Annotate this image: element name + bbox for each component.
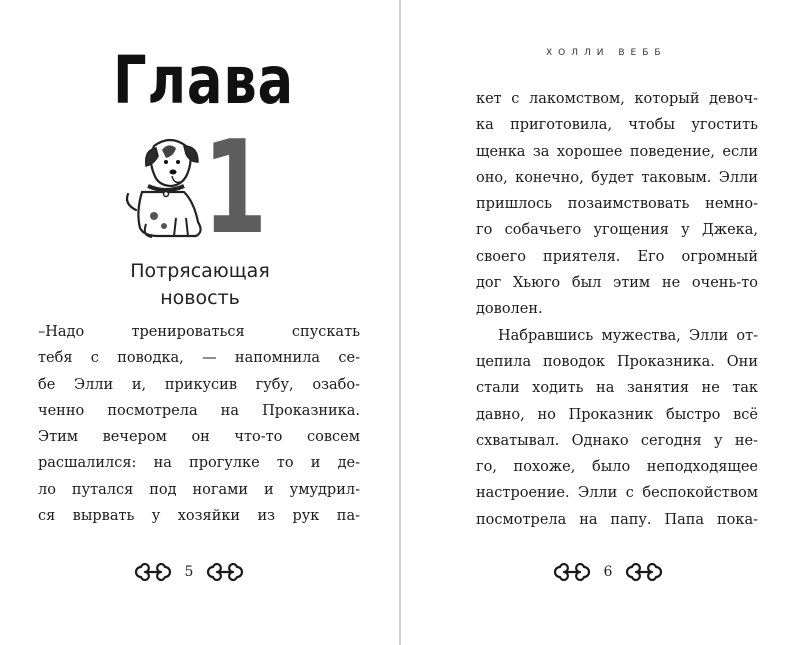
chapter-title: [60, 258, 340, 312]
text-line: доволен.: [476, 301, 543, 318]
body-text: [476, 86, 758, 533]
text-line: настроение. Элли с беспокойством: [476, 485, 758, 502]
bone-icon: [551, 562, 593, 582]
text-line: цепила поводок Проказника. Они: [476, 353, 758, 370]
bone-icon: [623, 562, 665, 582]
text-line: тебя с поводка, — напомнила се-: [38, 350, 360, 367]
text-line: щенка за хорошее поведение, если: [476, 143, 758, 160]
text-line: схватывал. Однако сегодня у не-: [476, 432, 758, 449]
text-line: ся вырвать у хозяйки из рук па-: [38, 508, 360, 525]
body-text: [38, 319, 360, 529]
text-line: го, похоже, было неподходящее: [476, 459, 758, 476]
text-line: ка приготовила, чтобы угостить: [476, 117, 758, 134]
bone-icon: [204, 562, 246, 582]
text-line: –Надо тренироваться спускать: [38, 324, 360, 340]
bone-icon: [132, 562, 174, 582]
text-line: давно, но Проказник быстро всё: [476, 406, 758, 423]
text-line: своего приятеля. Его огромный: [476, 248, 758, 265]
text-line: дог Хьюго был этим не очень-то: [476, 275, 758, 292]
text-line: Набравшись мужества, Элли от-: [498, 327, 758, 344]
text-line: расшалился: на прогулке то и де-: [38, 455, 360, 472]
chapter-number: 1: [203, 114, 268, 263]
running-head: ХОЛЛИ ВЕББ: [546, 48, 667, 58]
text-line: Этим вечером он что-то совсем: [38, 429, 360, 446]
page-number: 5: [184, 564, 194, 580]
text-line: бе Элли и, прикусив губу, озабо-: [38, 376, 360, 393]
text-line: ло путался под ногами и умудрил-: [38, 481, 360, 498]
text-line: стали ходить на занятия не так: [476, 380, 758, 397]
text-line: оно, конечно, будет таковым. Элли: [476, 169, 758, 186]
text-line: го собачьего угощения у Джека,: [476, 222, 758, 239]
chapter-title-line: новость: [160, 287, 240, 309]
left-page: [0, 0, 399, 645]
page-number-footer: [551, 560, 665, 584]
text-line: пришлось позаимствовать немно-: [476, 196, 758, 213]
puppy-illustration: [118, 132, 216, 242]
chapter-heading: Глава: [113, 42, 294, 119]
text-line: кет с лакомством, который девоч-: [476, 91, 758, 107]
text-line: ченно посмотрела на Проказника.: [38, 402, 360, 419]
text-line: посмотрела на папу. Папа пока-: [476, 511, 758, 528]
page-number: 6: [603, 564, 613, 580]
page-number-footer: [132, 560, 246, 584]
chapter-title-line: Потрясающая: [130, 260, 270, 282]
